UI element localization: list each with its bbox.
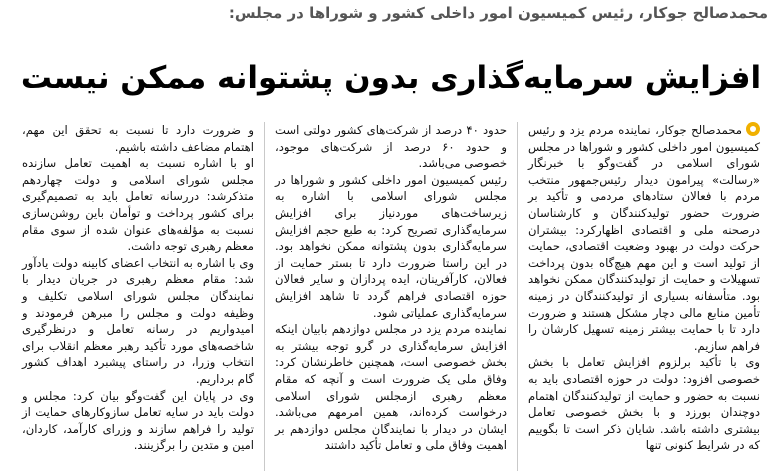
article-kicker: محمدصالح جوکار، رئیس کمیسیون امور داخلی کشور و شوراها در مجلس: — [228, 4, 768, 22]
paragraph-text: محمدصالح جوکار، نماینده مردم یزد و رئیس کمیسیون امور داخلی کشور و شوراها در مجلس شورای اسلامی در گفت‌وگو با خبرنگار «رسالت» پیرامون دیدار رئیس‌جمهور منتخب مردم با فعالان ستادهای مردمی و تأکید بر ضرورت حضور تولیدکنندگان و کارشناسان درصحنه ملی و اقتصادی اظهارکرد: بیشتران حرکت دولت در بهبود وضعیت اقتصادی، حمایت از تولید است و این مهم هیچ‌گاه بدون پرداخت تسهیلات و حمایت از تولیدکنندگان ممکن نخواهد بود. متأسفانه بسیاری از تولیدکنندگان در زمینه تأمین منابع مالی دچار مشکل هستند و ضرورت دارد تا با حمایت بیشتر زمینه تسهیل کارشان را فراهم سازیم. — [528, 123, 760, 353]
article-column-2 — [265, 122, 518, 471]
paragraph: حدود ۴۰ درصد از شرکت‌های کشور دولتی است و حدود ۶۰ درصد از شرکت‌های موجود، خصوصی می‌باشد. — [275, 123, 508, 171]
article-column-1 — [518, 122, 770, 471]
paragraph: او با اشاره نسبت به اهمیت تعامل سازنده مجلس شورای اسلامی و دولت چهاردهم متذکرشد: دررسانه تعامل باید به تصمیم‌گیری برای کشور پرداخت و توأمان باین روشن‌سازی نسبت به مؤلفه‌های عنوان شده از سوی مقام معظم رهبری توجه داشت. — [22, 156, 254, 254]
paragraph — [528, 122, 760, 354]
newspaper-logo-icon — [746, 122, 760, 136]
paragraph: وی با تأکید برلزوم افزایش تعامل با بخش خصوصی افزود: دولت در حوزه اقتصادی باید به نسبت به حضور و حمایت از تولیدکنندگان اهتمام دوچندان بورزد و با بخش خصوصی تعامل بیشتری داشته باشد. شایان ذکر است تا بگوییم که در شرایط کنونی تنها — [528, 355, 760, 453]
article-column-3 — [12, 122, 265, 471]
paragraph: نماینده مردم یزد در مجلس دوازدهم بابیان اینکه افزایش سرمایه‌گذاری در گرو توجه بیشتر به بخش خصوصی است، همچنین خاطرنشان کرد: وفاق ملی یک ضرورت است و آنچه که مقام معظم رهبری ازمجلس شورای اسلامی درخواست کرده‌اند، همین امرمهم می‌باشد. ایشان در دیدار با نمایندگان مجلس دوازدهم بر اهمیت وفاق ملی و تعامل تأکید داشتند — [275, 322, 507, 453]
paragraph: وی در پایان این گفت‌وگو بیان کرد: مجلس و دولت باید در سایه تعامل سازوکارهای حمایت از تولید را فراهم سازند و وزرای کارآمد، کاردان، امین و متدین را برگزینند. — [22, 388, 254, 453]
article-headline: افزایش سرمایه‌گذاری بدون پشتوانه ممکن نیست — [20, 60, 762, 96]
paragraph: رئیس کمیسیون امور داخلی کشور و شوراها در مجلس شورای اسلامی با اشاره به زیرساخت‌های موردنیاز برای افزایش سرمایه‌گذاری تصریح کرد: به طبع حجم افزایش سرمایه‌گذاری بدون پشتوانه ممکن نخواهد بود. در این راستا ضرورت دارد تا بستر حمایت از فعالان، کارآفرینان، ایده پردازان و سایر فعالان حوزه اقتصادی فراهم گردد تا شاهد افزایش سرمایه‌گذاری عملیاتی شود. — [275, 172, 507, 320]
paragraph: وی با اشاره به انتخاب اعضای کابینه دولت یادآور شد: مقام معظم رهبری در جریان دیدار با نمایندگان مجلس شورای اسلامی تکلیف و وظیفه دولت و مجلس را مبرهن فرمودند و امیدواریم در رسانه تعامل و درنظرگیری شاخصه‌های مورد تأکید رهبر معظم انقلاب برای انتخاب وزرا، در راستای پیشبرد اهداف کشور گام برداریم. — [22, 255, 254, 386]
paragraph: و ضرورت دارد تا نسبت به تحقق این مهم، اهتمام مضاعف داشته باشیم. — [22, 123, 254, 154]
article-body — [12, 122, 770, 471]
